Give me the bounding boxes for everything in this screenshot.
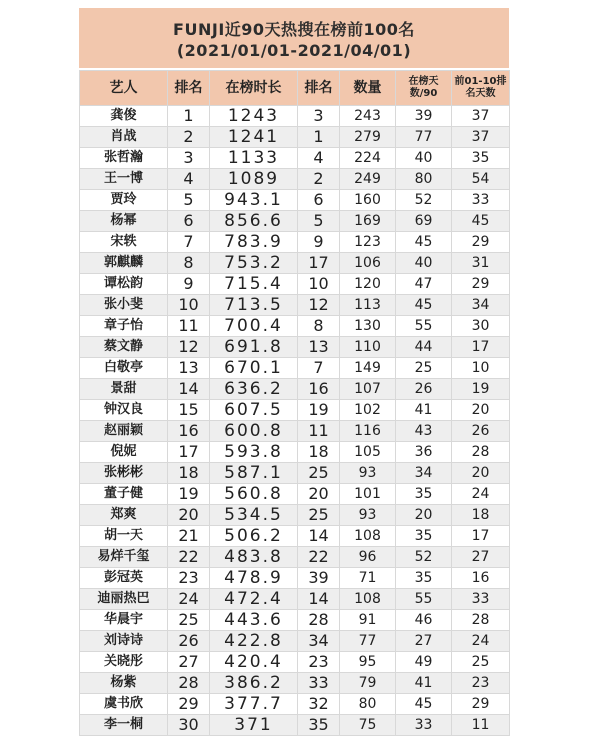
top10-days-cell: 29 [452,274,510,295]
table-row [80,715,510,736]
rank-cell: 25 [168,610,210,631]
count-cell: 91 [340,610,396,631]
days-cell: 80 [396,169,452,190]
duration-cell: 636.2 [210,379,298,400]
rank-2-cell: 9 [298,232,340,253]
table-row [80,316,510,337]
days-cell: 40 [396,253,452,274]
rank-2-cell: 19 [298,400,340,421]
artist-cell: 易烊千玺 [80,547,168,568]
count-cell: 77 [340,631,396,652]
count-cell: 80 [340,694,396,715]
table-row [80,169,510,190]
artist-cell: 关晓彤 [80,652,168,673]
rank-cell: 15 [168,400,210,421]
rank-2-cell: 14 [298,526,340,547]
rank-cell: 4 [168,169,210,190]
artist-cell: 张彬彬 [80,463,168,484]
table-row [80,505,510,526]
rank-2-cell: 5 [298,211,340,232]
rank-cell: 5 [168,190,210,211]
table-row [80,400,510,421]
rank-cell: 22 [168,547,210,568]
duration-cell: 506.2 [210,526,298,547]
rank-cell: 12 [168,337,210,358]
duration-cell: 1089 [210,169,298,190]
rank-cell: 2 [168,127,210,148]
days-cell: 44 [396,337,452,358]
rank-cell: 9 [168,274,210,295]
count-cell: 107 [340,379,396,400]
table-row [80,190,510,211]
rank-2-cell: 17 [298,253,340,274]
table-row [80,106,510,127]
top10-days-cell: 37 [452,127,510,148]
count-cell: 110 [340,337,396,358]
days-cell: 39 [396,106,452,127]
rank-cell: 8 [168,253,210,274]
days-cell: 35 [396,484,452,505]
rank-cell: 30 [168,715,210,736]
duration-cell: 560.8 [210,484,298,505]
duration-cell: 713.5 [210,295,298,316]
rank-2-cell: 3 [298,106,340,127]
rank-2-cell: 7 [298,358,340,379]
table-row [80,568,510,589]
rank-cell: 10 [168,295,210,316]
top10-days-cell: 29 [452,232,510,253]
duration-cell: 600.8 [210,421,298,442]
rank-2-cell: 8 [298,316,340,337]
top10-days-cell: 26 [452,421,510,442]
count-cell: 105 [340,442,396,463]
rank-2-cell: 12 [298,295,340,316]
table-row [80,673,510,694]
artist-cell: 迪丽热巴 [80,589,168,610]
rank-cell: 20 [168,505,210,526]
count-cell: 149 [340,358,396,379]
count-cell: 101 [340,484,396,505]
days-cell: 55 [396,316,452,337]
count-cell: 130 [340,316,396,337]
days-cell: 26 [396,379,452,400]
count-cell: 279 [340,127,396,148]
artist-cell: 白敬亭 [80,358,168,379]
ranking-sheet [79,8,509,735]
top10-days-cell: 30 [452,316,510,337]
duration-cell: 1243 [210,106,298,127]
count-cell: 71 [340,568,396,589]
count-cell: 108 [340,589,396,610]
table-row [80,379,510,400]
days-cell: 77 [396,127,452,148]
top10-days-cell: 54 [452,169,510,190]
table-row [80,463,510,484]
title-banner [79,8,509,68]
rank-cell: 3 [168,148,210,169]
top10-days-cell: 19 [452,379,510,400]
count-cell: 108 [340,526,396,547]
rank-2-cell: 22 [298,547,340,568]
duration-cell: 371 [210,715,298,736]
rank-cell: 21 [168,526,210,547]
header-days: 在榜天数/90 [396,71,452,106]
top10-days-cell: 34 [452,295,510,316]
top10-days-cell: 16 [452,568,510,589]
artist-cell: 肖战 [80,127,168,148]
rank-2-cell: 10 [298,274,340,295]
rank-2-cell: 20 [298,484,340,505]
table-row [80,421,510,442]
rank-cell: 11 [168,316,210,337]
days-cell: 47 [396,274,452,295]
rank-cell: 1 [168,106,210,127]
artist-cell: 郑爽 [80,505,168,526]
days-cell: 52 [396,190,452,211]
header-count: 数量 [340,71,396,106]
rank-cell: 28 [168,673,210,694]
rank-2-cell: 4 [298,148,340,169]
top10-days-cell: 27 [452,547,510,568]
top10-days-cell: 28 [452,442,510,463]
rank-2-cell: 23 [298,652,340,673]
rank-2-cell: 25 [298,505,340,526]
table-row [80,526,510,547]
rank-cell: 17 [168,442,210,463]
count-cell: 75 [340,715,396,736]
table-row [80,232,510,253]
count-cell: 95 [340,652,396,673]
rank-2-cell: 1 [298,127,340,148]
artist-cell: 宋轶 [80,232,168,253]
rank-cell: 24 [168,589,210,610]
days-cell: 45 [396,295,452,316]
artist-cell: 贾玲 [80,190,168,211]
top10-days-cell: 17 [452,337,510,358]
top10-days-cell: 23 [452,673,510,694]
top10-days-cell: 24 [452,631,510,652]
table-row [80,589,510,610]
count-cell: 102 [340,400,396,421]
rank-cell: 14 [168,379,210,400]
table-row [80,442,510,463]
duration-cell: 478.9 [210,568,298,589]
table-row [80,337,510,358]
artist-cell: 景甜 [80,379,168,400]
days-cell: 41 [396,673,452,694]
count-cell: 169 [340,211,396,232]
duration-cell: 783.9 [210,232,298,253]
table-row [80,547,510,568]
duration-cell: 715.4 [210,274,298,295]
rank-2-cell: 11 [298,421,340,442]
duration-cell: 753.2 [210,253,298,274]
table-row [80,610,510,631]
days-cell: 43 [396,421,452,442]
header-artist: 艺人 [80,71,168,106]
count-cell: 79 [340,673,396,694]
top10-days-cell: 28 [452,610,510,631]
top10-days-cell: 33 [452,190,510,211]
header-rank-2: 排名 [298,71,340,106]
top10-days-cell: 11 [452,715,510,736]
table-row [80,652,510,673]
rank-cell: 7 [168,232,210,253]
artist-cell: 章子怡 [80,316,168,337]
rank-2-cell: 32 [298,694,340,715]
count-cell: 93 [340,463,396,484]
duration-cell: 443.6 [210,610,298,631]
table-row [80,211,510,232]
rank-cell: 13 [168,358,210,379]
rank-2-cell: 28 [298,610,340,631]
rank-2-cell: 13 [298,337,340,358]
days-cell: 25 [396,358,452,379]
artist-cell: 胡一天 [80,526,168,547]
rank-2-cell: 18 [298,442,340,463]
count-cell: 123 [340,232,396,253]
top10-days-cell: 20 [452,400,510,421]
days-cell: 33 [396,715,452,736]
artist-cell: 杨紫 [80,673,168,694]
page-title: FUNJI近90天热搜在榜前100名 [173,20,415,39]
count-cell: 106 [340,253,396,274]
rank-2-cell: 16 [298,379,340,400]
count-cell: 160 [340,190,396,211]
table-row [80,295,510,316]
top10-days-cell: 37 [452,106,510,127]
rank-2-cell: 14 [298,589,340,610]
top10-days-cell: 35 [452,148,510,169]
artist-cell: 钟汉良 [80,400,168,421]
days-cell: 35 [396,526,452,547]
count-cell: 96 [340,547,396,568]
table-row [80,358,510,379]
count-cell: 243 [340,106,396,127]
duration-cell: 691.8 [210,337,298,358]
duration-cell: 670.1 [210,358,298,379]
artist-cell: 龚俊 [80,106,168,127]
artist-cell: 杨幂 [80,211,168,232]
duration-cell: 593.8 [210,442,298,463]
duration-cell: 943.1 [210,190,298,211]
artist-cell: 董子健 [80,484,168,505]
days-cell: 55 [396,589,452,610]
top10-days-cell: 25 [452,652,510,673]
days-cell: 40 [396,148,452,169]
top10-days-cell: 33 [452,589,510,610]
artist-cell: 虞书欣 [80,694,168,715]
duration-cell: 377.7 [210,694,298,715]
artist-cell: 倪妮 [80,442,168,463]
header-row [80,71,510,106]
rank-cell: 19 [168,484,210,505]
rank-cell: 18 [168,463,210,484]
rank-cell: 26 [168,631,210,652]
days-cell: 20 [396,505,452,526]
artist-cell: 王一博 [80,169,168,190]
days-cell: 41 [396,400,452,421]
days-cell: 34 [396,463,452,484]
table-row [80,253,510,274]
rank-2-cell: 25 [298,463,340,484]
duration-cell: 607.5 [210,400,298,421]
duration-cell: 420.4 [210,652,298,673]
artist-cell: 张哲瀚 [80,148,168,169]
artist-cell: 蔡文静 [80,337,168,358]
duration-cell: 1241 [210,127,298,148]
count-cell: 113 [340,295,396,316]
duration-cell: 534.5 [210,505,298,526]
table-row [80,484,510,505]
days-cell: 52 [396,547,452,568]
count-cell: 249 [340,169,396,190]
days-cell: 49 [396,652,452,673]
artist-cell: 彭冠英 [80,568,168,589]
ranking-table [79,70,510,736]
top10-days-cell: 31 [452,253,510,274]
duration-cell: 386.2 [210,673,298,694]
rank-2-cell: 35 [298,715,340,736]
days-cell: 45 [396,232,452,253]
duration-cell: 483.8 [210,547,298,568]
count-cell: 93 [340,505,396,526]
count-cell: 224 [340,148,396,169]
duration-cell: 700.4 [210,316,298,337]
top10-days-cell: 17 [452,526,510,547]
artist-cell: 谭松韵 [80,274,168,295]
count-cell: 116 [340,421,396,442]
artist-cell: 赵丽颖 [80,421,168,442]
top10-days-cell: 20 [452,463,510,484]
artist-cell: 张小斐 [80,295,168,316]
header-rank: 排名 [168,71,210,106]
duration-cell: 587.1 [210,463,298,484]
rank-cell: 16 [168,421,210,442]
table-row [80,274,510,295]
artist-cell: 李一桐 [80,715,168,736]
days-cell: 45 [396,694,452,715]
header-duration: 在榜时长 [210,71,298,106]
rank-2-cell: 33 [298,673,340,694]
date-range: (2021/01/01-2021/04/01) [176,41,412,60]
days-cell: 69 [396,211,452,232]
rank-cell: 27 [168,652,210,673]
days-cell: 35 [396,568,452,589]
rank-2-cell: 2 [298,169,340,190]
table-row [80,631,510,652]
top10-days-cell: 18 [452,505,510,526]
header-top10-days: 前01-10排名天数 [452,71,510,106]
duration-cell: 472.4 [210,589,298,610]
rank-2-cell: 34 [298,631,340,652]
rank-cell: 29 [168,694,210,715]
artist-cell: 刘诗诗 [80,631,168,652]
artist-cell: 郭麒麟 [80,253,168,274]
top10-days-cell: 10 [452,358,510,379]
rank-cell: 6 [168,211,210,232]
artist-cell: 华晨宇 [80,610,168,631]
table-row [80,127,510,148]
table-body [80,106,510,736]
top10-days-cell: 24 [452,484,510,505]
duration-cell: 1133 [210,148,298,169]
days-cell: 46 [396,610,452,631]
rank-2-cell: 6 [298,190,340,211]
days-cell: 27 [396,631,452,652]
table-row [80,694,510,715]
rank-2-cell: 39 [298,568,340,589]
table-row [80,148,510,169]
duration-cell: 856.6 [210,211,298,232]
top10-days-cell: 45 [452,211,510,232]
rank-cell: 23 [168,568,210,589]
duration-cell: 422.8 [210,631,298,652]
count-cell: 120 [340,274,396,295]
top10-days-cell: 29 [452,694,510,715]
days-cell: 36 [396,442,452,463]
